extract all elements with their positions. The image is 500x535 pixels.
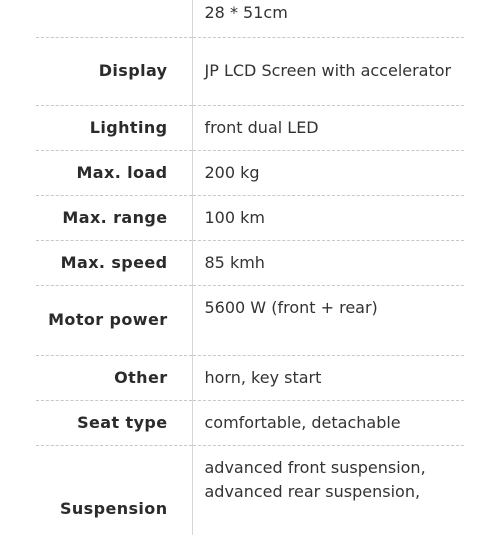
spec-row-lighting	[36, 105, 464, 150]
spec-value: front dual LED	[204, 117, 319, 137]
spec-row-motor-power	[36, 285, 464, 355]
spec-row-other	[36, 355, 464, 400]
spec-row-dimensions	[36, 0, 464, 37]
spec-row-suspension	[36, 445, 464, 535]
spec-value: comfortable, detachable	[204, 412, 401, 432]
spec-value: 100 km	[204, 207, 265, 227]
spec-row-max-speed	[36, 240, 464, 285]
spec-label: Max. range	[36, 195, 192, 240]
spec-row-seat-type	[36, 400, 464, 445]
spec-label: Suspension	[36, 445, 192, 535]
spec-label: Lighting	[36, 105, 192, 150]
spec-value: 28 * 51cm	[204, 2, 288, 22]
spec-value: 200 kg	[204, 162, 260, 182]
spec-value: 85 kmh	[204, 252, 265, 272]
spec-row-display	[36, 37, 464, 105]
spec-value: advanced front suspension, advanced rear suspension,	[204, 457, 426, 501]
specifications-table	[36, 0, 464, 535]
spec-label: Seat type	[36, 400, 192, 445]
spec-label: Max. speed	[36, 240, 192, 285]
spec-value: JP LCD Screen with accelerator	[204, 61, 452, 80]
spec-label: Max. load	[36, 150, 192, 195]
spec-value: horn, key start	[204, 367, 322, 387]
spec-row-max-range	[36, 195, 464, 240]
spec-label	[36, 0, 192, 37]
spec-row-max-load	[36, 150, 464, 195]
spec-label: Motor power	[36, 285, 192, 355]
spec-label: Other	[36, 355, 192, 400]
spec-label: Display	[36, 37, 192, 105]
spec-value: 5600 W (front + rear)	[204, 297, 378, 317]
